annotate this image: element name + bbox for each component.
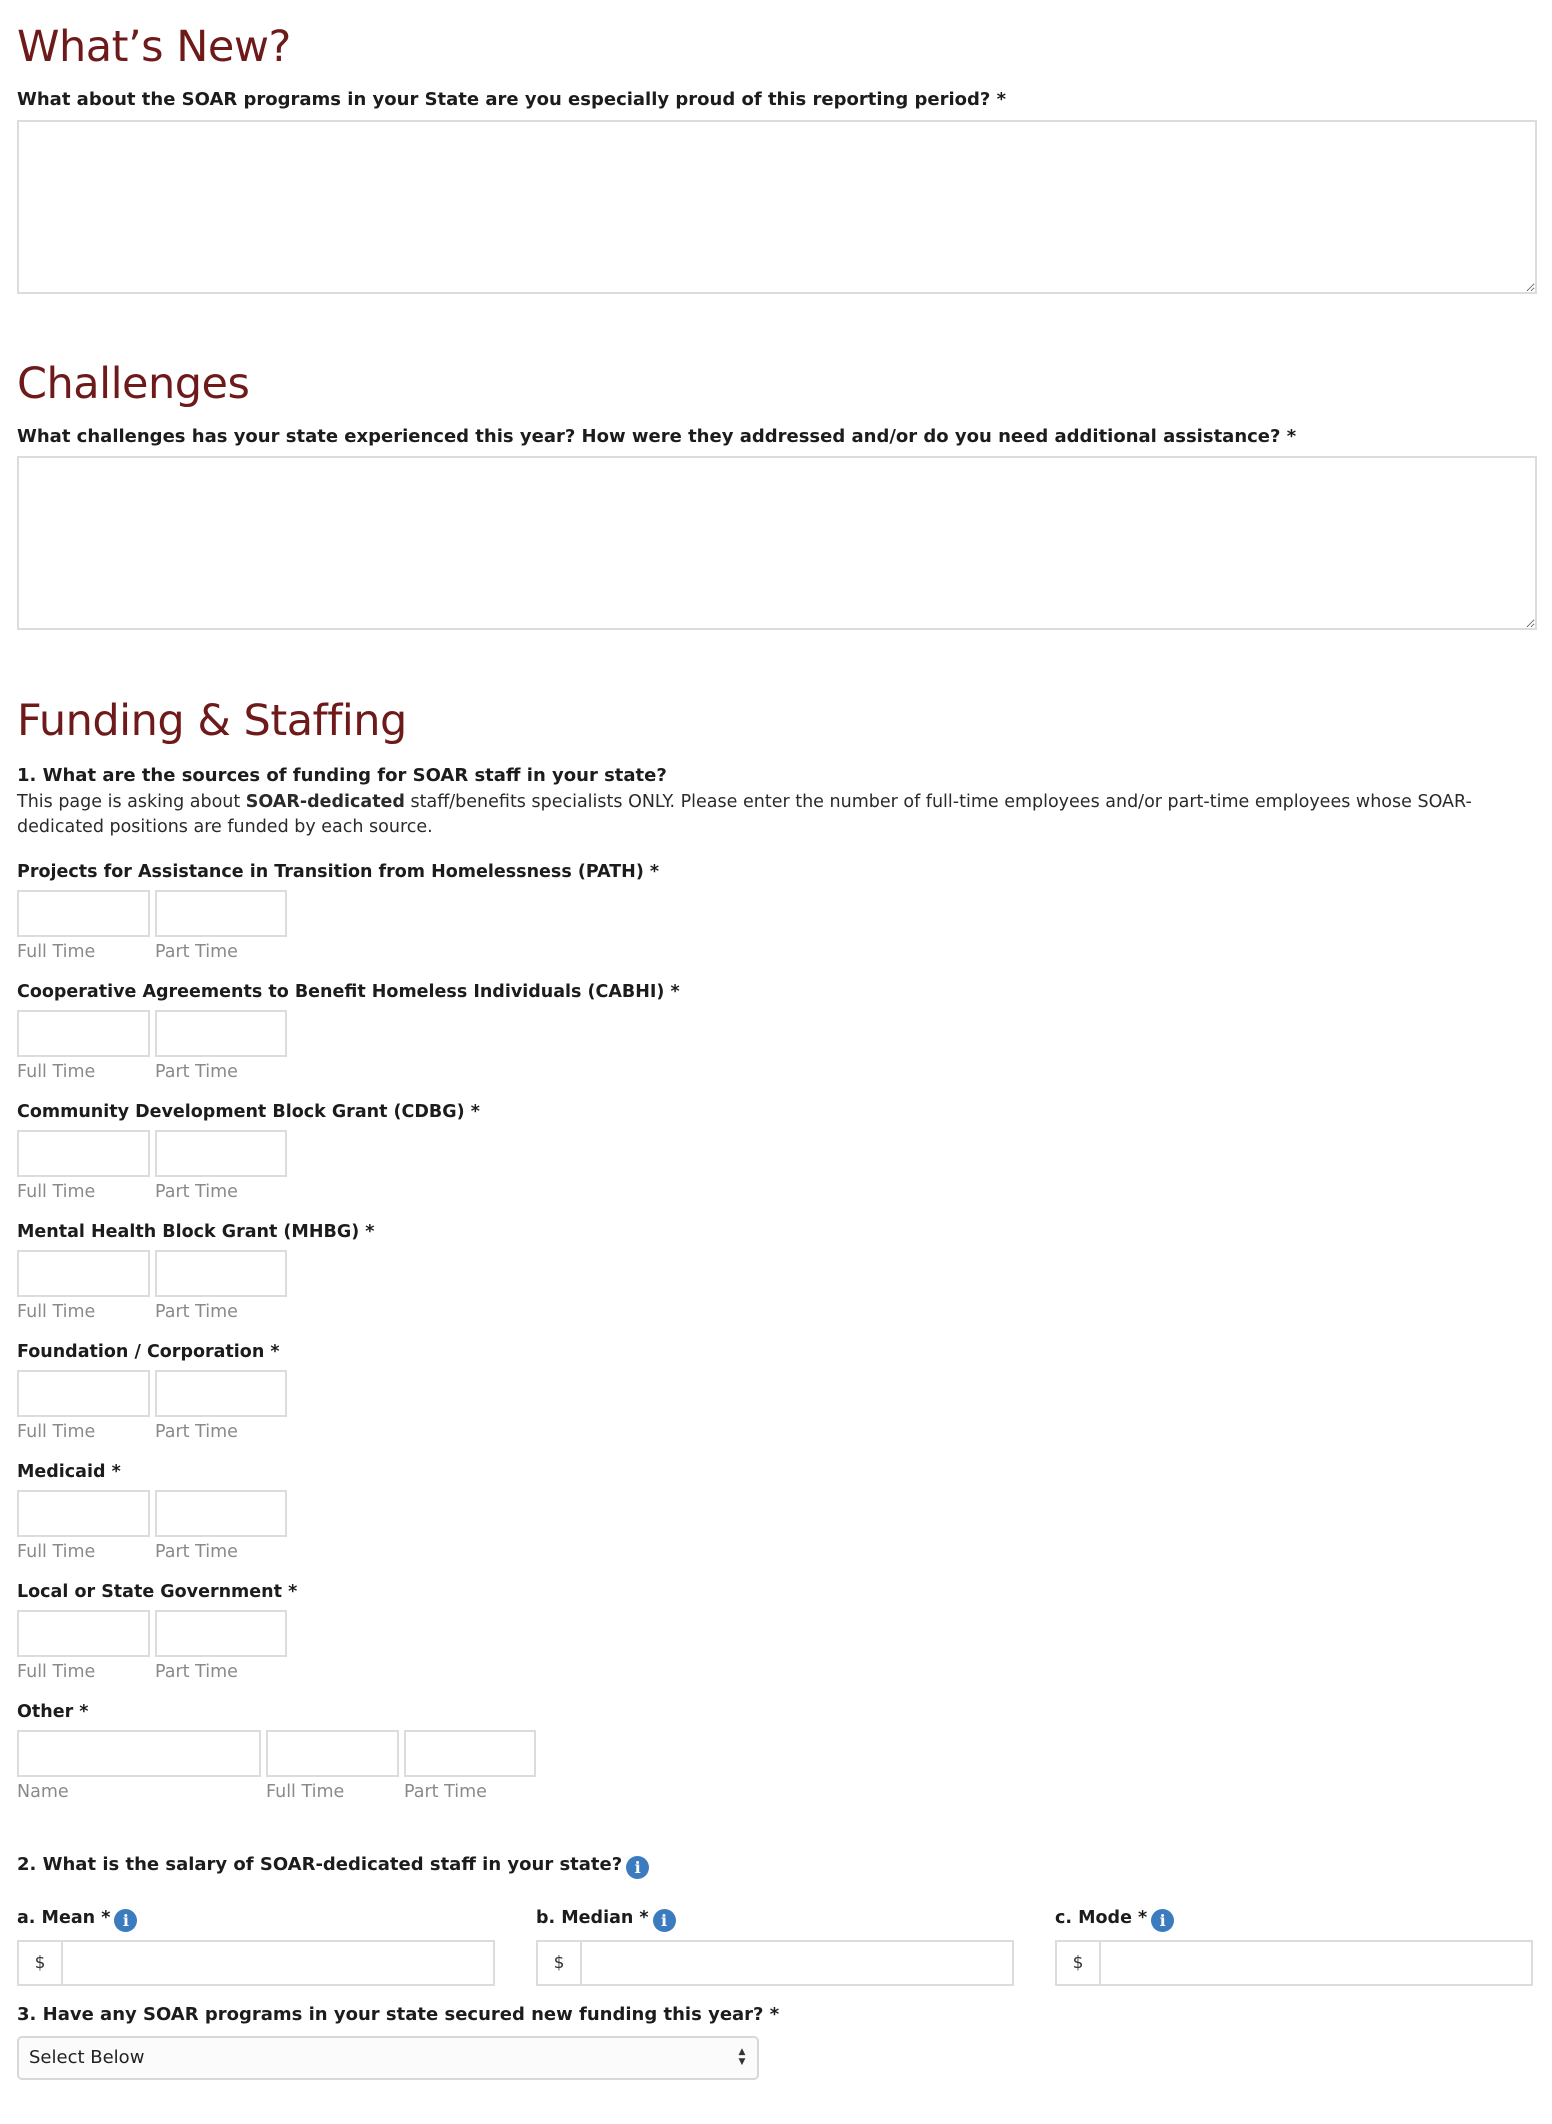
- mhbg-part-time-input[interactable]: [155, 1250, 287, 1297]
- other-name-input[interactable]: [17, 1730, 261, 1777]
- funding-question-3: 3. Have any SOAR programs in your state secured new funding this year? *: [17, 2004, 780, 2025]
- cabhi-part-time-input[interactable]: [155, 1010, 287, 1057]
- other-full-time-input[interactable]: [266, 1730, 399, 1777]
- full-time-label: Full Time: [266, 1782, 345, 1802]
- currency-addon: $: [19, 1942, 63, 1984]
- salary-median-label: b. Median * i: [536, 1908, 676, 1932]
- path-part-time-input[interactable]: [155, 890, 287, 937]
- challenges-question: What challenges has your state experienced this year? How were they addressed and/or do you need additional assistance? *: [17, 426, 1297, 447]
- help-emphasis: SOAR-dedicated: [245, 792, 405, 812]
- select-value: Select Below: [29, 2047, 145, 2068]
- foundation-full-time-input[interactable]: [17, 1370, 150, 1417]
- full-time-label: Full Time: [17, 1302, 96, 1322]
- salary-mode-field: [1055, 1940, 1533, 1986]
- government-full-time-input[interactable]: [17, 1610, 150, 1657]
- source-label-path: Projects for Assistance in Transition from Homelessness (PATH) *: [17, 862, 660, 882]
- info-icon[interactable]: i: [1151, 1909, 1174, 1932]
- part-time-label: Part Time: [155, 1182, 238, 1202]
- source-label-government: Local or State Government *: [17, 1582, 298, 1602]
- funding-help-text: This page is asking about SOAR-dedicated staff/benefits specialists ONLY. Please enter the number of full-time employees and/or part-time employees whose SOAR-dedicated positions are funded by each source.: [17, 792, 1472, 837]
- source-label-foundation: Foundation / Corporation *: [17, 1342, 280, 1362]
- name-label: Name: [17, 1782, 69, 1802]
- source-label-mhbg: Mental Health Block Grant (MHBG) *: [17, 1222, 375, 1242]
- part-time-label: Part Time: [404, 1782, 487, 1802]
- cdbg-part-time-input[interactable]: [155, 1130, 287, 1177]
- full-time-label: Full Time: [17, 942, 96, 962]
- salary-mode-input[interactable]: [1101, 1942, 1531, 1984]
- source-label-cabhi: Cooperative Agreements to Benefit Homeless Individuals (CABHI) *: [17, 982, 680, 1002]
- source-label-cdbg: Community Development Block Grant (CDBG) *: [17, 1102, 480, 1122]
- part-time-label: Part Time: [155, 1302, 238, 1322]
- salary-median-field: [536, 1940, 1014, 1986]
- salary-mean-label: a. Mean * i: [17, 1908, 137, 1932]
- full-time-label: Full Time: [17, 1422, 96, 1442]
- medicaid-part-time-input[interactable]: [155, 1490, 287, 1537]
- whats-new-question: What about the SOAR programs in your State are you especially proud of this reporting period? *: [17, 89, 1006, 110]
- funding-question-2: 2. What is the salary of SOAR-dedicated staff in your state? i: [17, 1854, 649, 1879]
- part-time-label: Part Time: [155, 1662, 238, 1682]
- medicaid-full-time-input[interactable]: [17, 1490, 150, 1537]
- whats-new-title: What’s New?: [17, 22, 291, 72]
- full-time-label: Full Time: [17, 1182, 96, 1202]
- cabhi-full-time-input[interactable]: [17, 1010, 150, 1057]
- government-part-time-input[interactable]: [155, 1610, 287, 1657]
- info-icon[interactable]: i: [626, 1856, 649, 1879]
- currency-addon: $: [538, 1942, 582, 1984]
- other-part-time-input[interactable]: [404, 1730, 536, 1777]
- info-icon[interactable]: i: [114, 1909, 137, 1932]
- part-time-label: Part Time: [155, 1422, 238, 1442]
- funding-question-1: 1. What are the sources of funding for SOAR staff in your state?: [17, 765, 667, 786]
- full-time-label: Full Time: [17, 1542, 96, 1562]
- new-funding-select[interactable]: [17, 2036, 759, 2080]
- funding-title: Funding & Staffing: [17, 696, 407, 746]
- salary-median-input[interactable]: [582, 1942, 1012, 1984]
- source-label-other: Other *: [17, 1702, 89, 1722]
- challenges-textarea[interactable]: [17, 456, 1537, 630]
- full-time-label: Full Time: [17, 1062, 96, 1082]
- cdbg-full-time-input[interactable]: [17, 1130, 150, 1177]
- part-time-label: Part Time: [155, 1542, 238, 1562]
- full-time-label: Full Time: [17, 1662, 96, 1682]
- foundation-part-time-input[interactable]: [155, 1370, 287, 1417]
- salary-mode-label: c. Mode * i: [1055, 1908, 1174, 1932]
- salary-mean-input[interactable]: [63, 1942, 493, 1984]
- salary-mean-field: [17, 1940, 495, 1986]
- challenges-title: Challenges: [17, 359, 250, 409]
- mhbg-full-time-input[interactable]: [17, 1250, 150, 1297]
- currency-addon: $: [1057, 1942, 1101, 1984]
- source-label-medicaid: Medicaid *: [17, 1462, 121, 1482]
- whats-new-textarea[interactable]: [17, 120, 1537, 294]
- select-arrows-icon: ▲ ▼: [738, 2047, 746, 2067]
- part-time-label: Part Time: [155, 1062, 238, 1082]
- part-time-label: Part Time: [155, 942, 238, 962]
- path-full-time-input[interactable]: [17, 890, 150, 937]
- info-icon[interactable]: i: [653, 1909, 676, 1932]
